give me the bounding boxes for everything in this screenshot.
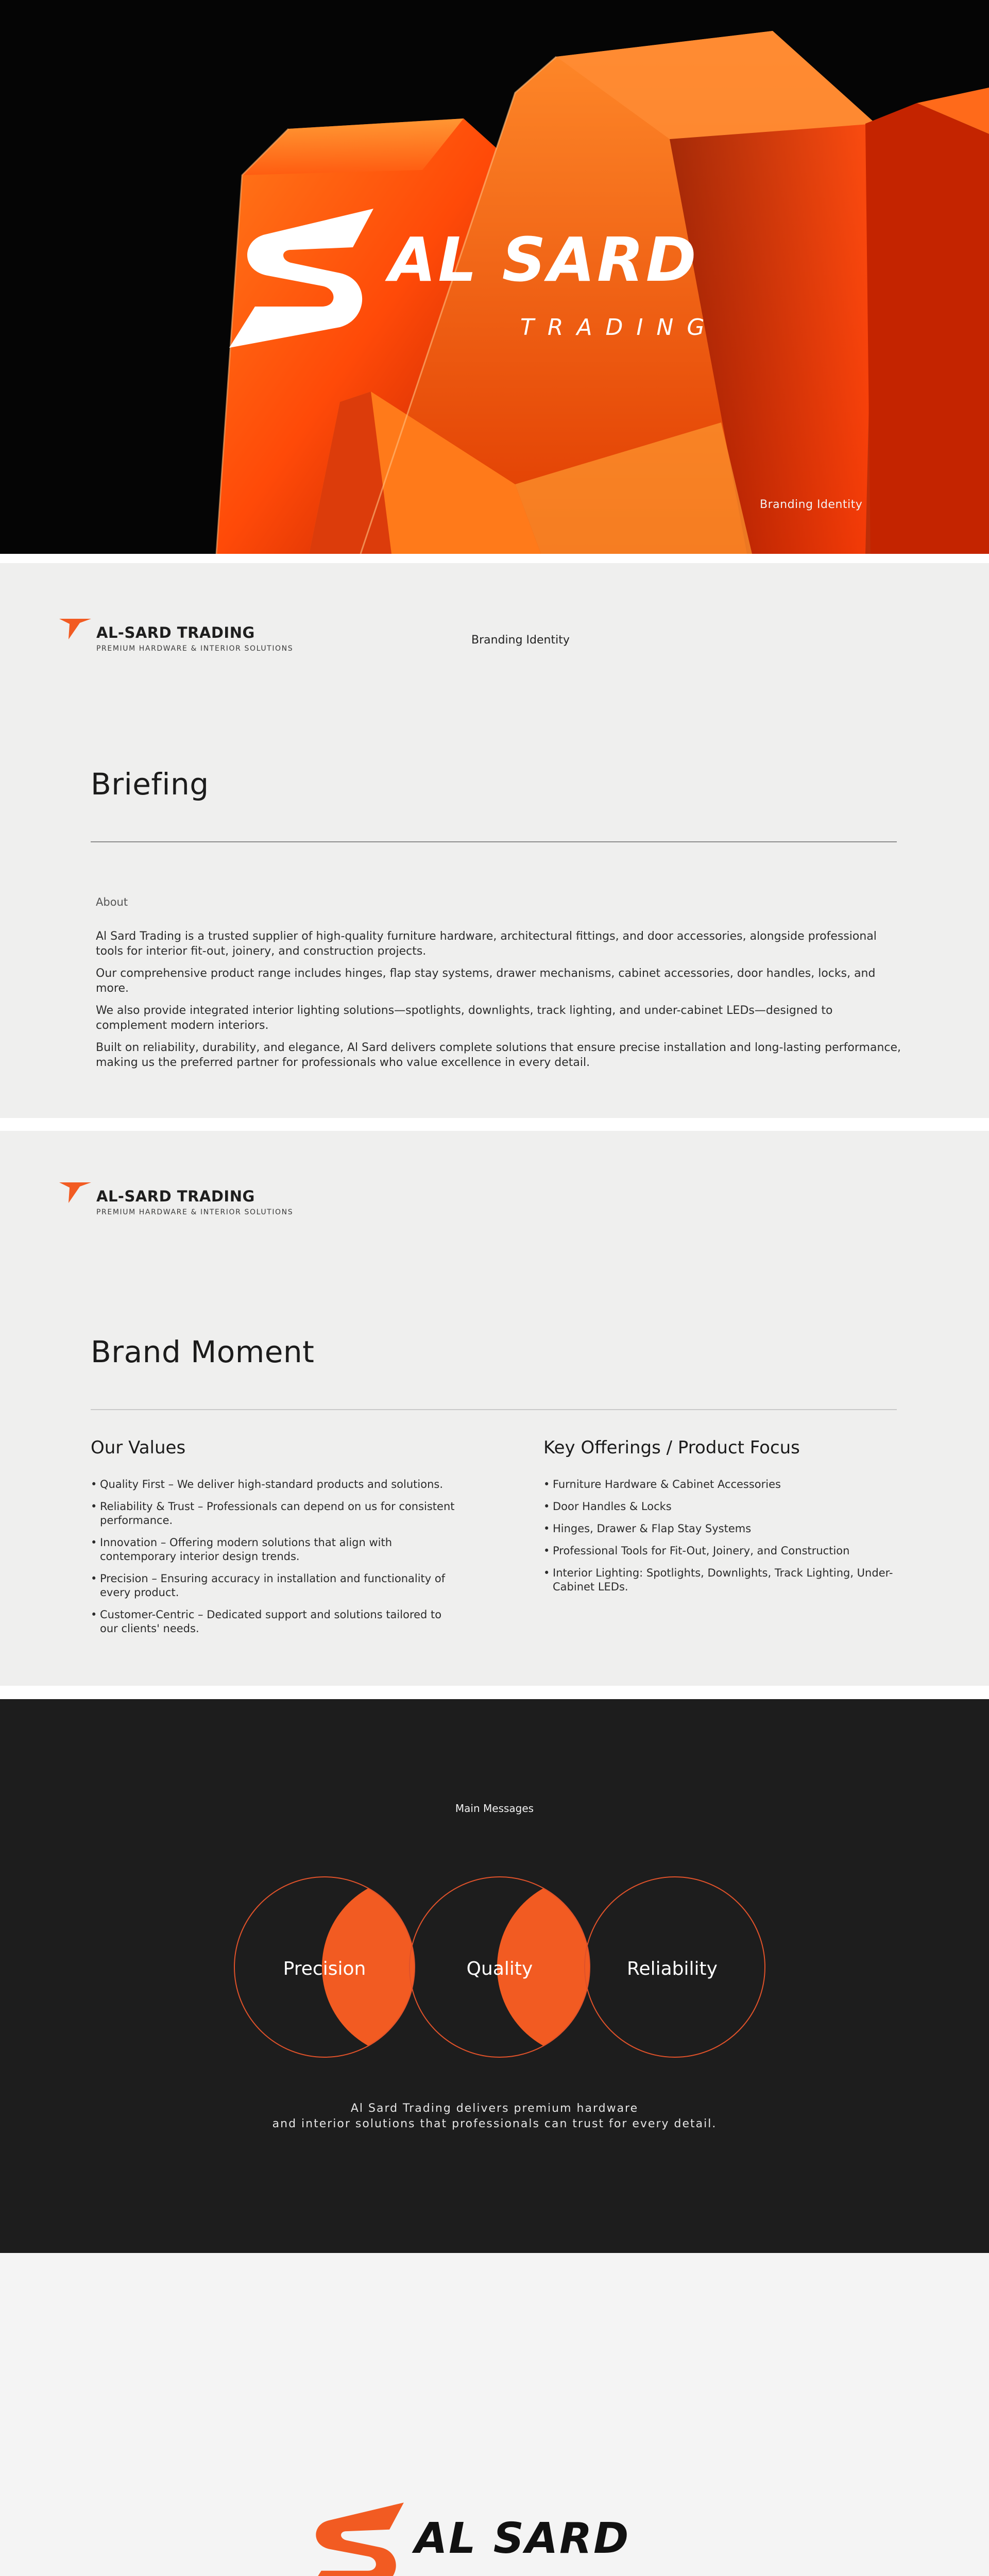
offering-item: • Hinges, Drawer & Flap Stay Systems	[543, 1522, 914, 1536]
value-item: • Reliability & Trust – Professionals can depend on us for consistent performance.	[91, 1500, 462, 1528]
offerings-column	[543, 1437, 914, 1602]
hero-logo-name: AL SARD	[389, 224, 698, 295]
value-item: • Innovation – Offering modern solutions that align with contemporary interior design trends.	[91, 1536, 462, 1564]
primary-logo	[296, 2495, 698, 2576]
brand-moment-panel	[0, 1131, 989, 1686]
value-item: • Precision – Ensuring accuracy in installation and functionality of every product.	[91, 1572, 462, 1600]
section-crumb: Branding Identity	[471, 634, 570, 647]
page-title: Brand Moment	[91, 1334, 315, 1369]
messages-line-2: and interior solutions that professionals can trust for every detail.	[272, 2117, 717, 2130]
values-heading: Our Values	[91, 1437, 186, 1458]
offering-item: • Interior Lighting: Spotlights, Downlights, Track Lighting, Under-Cabinet LEDs.	[543, 1566, 914, 1594]
values-column	[91, 1437, 462, 1644]
circle-label-quality: Quality	[466, 1958, 533, 1979]
hero-tagline: Branding Identity	[760, 498, 863, 511]
mini-logo-name: AL-SARD TRADING	[96, 1188, 255, 1205]
divider	[91, 841, 897, 842]
mini-logo	[59, 619, 293, 653]
offering-item: • Furniture Hardware & Cabinet Accessories	[543, 1478, 914, 1492]
page-title: Briefing	[91, 767, 209, 802]
mini-logo-sub: PREMIUM HARDWARE & INTERIOR SOLUTIONS	[96, 1208, 294, 1216]
logo-mark-icon	[303, 2502, 404, 2576]
main-messages-panel	[0, 1699, 989, 2253]
mini-logo	[59, 1182, 293, 1216]
about-paragraph: Our comprehensive product range includes hinges, flap stay systems, drawer mechanisms, cabinet accessories, door handles, locks, and more.	[96, 967, 876, 995]
messages-statement	[0, 2101, 989, 2132]
offerings-heading: Key Offerings / Product Focus	[543, 1437, 800, 1458]
hero-panel	[0, 0, 989, 554]
about-text	[96, 929, 905, 1077]
value-item: • Customer-Centric – Dedicated support and solutions tailored to our clients' needs.	[91, 1608, 462, 1636]
messages-label: Main Messages	[455, 1802, 534, 1815]
about-paragraph: We also provide integrated interior lighting solutions—spotlights, downlights, track lighting, and under-cabinet LEDs—designed to complement modern interiors.	[96, 1004, 833, 1032]
briefing-panel	[0, 563, 989, 1118]
about-paragraph: Built on reliability, durability, and elegance, Al Sard delivers complete solutions that ensure precise installation and long-lasting performance, making us the preferred partner for professionals who value excellence in every detail.	[96, 1041, 901, 1069]
circle-label-precision: Precision	[283, 1958, 366, 1979]
arrow-mark-icon	[59, 1182, 91, 1203]
logo-mark-icon	[229, 209, 373, 348]
divider	[91, 1409, 897, 1410]
offering-item: • Professional Tools for Fit-Out, Joinery, and Construction	[543, 1544, 914, 1558]
mini-logo-name: AL-SARD TRADING	[96, 624, 255, 641]
circle-label-reliability: Reliability	[627, 1958, 718, 1979]
mini-logo-sub: PREMIUM HARDWARE & INTERIOR SOLUTIONS	[96, 645, 294, 653]
messages-line-1: Al Sard Trading delivers premium hardware	[350, 2102, 639, 2115]
about-label: About	[96, 896, 128, 908]
primary-logo-name: AL SARD	[414, 2514, 630, 2563]
offering-item: • Door Handles & Locks	[543, 1500, 914, 1514]
primary-logo-panel	[0, 2253, 989, 2576]
hero-logo	[219, 198, 796, 353]
arrow-mark-icon	[59, 619, 91, 639]
about-paragraph: Al Sard Trading is a trusted supplier of high-quality furniture hardware, architectural fittings, and door accessories, alongside professional tools for interior fit-out, joinery, and construction projects.	[96, 930, 877, 958]
value-item: • Quality First – We deliver high-standard products and solutions.	[91, 1478, 462, 1492]
hero-logo-sub: TRADING	[520, 314, 718, 341]
